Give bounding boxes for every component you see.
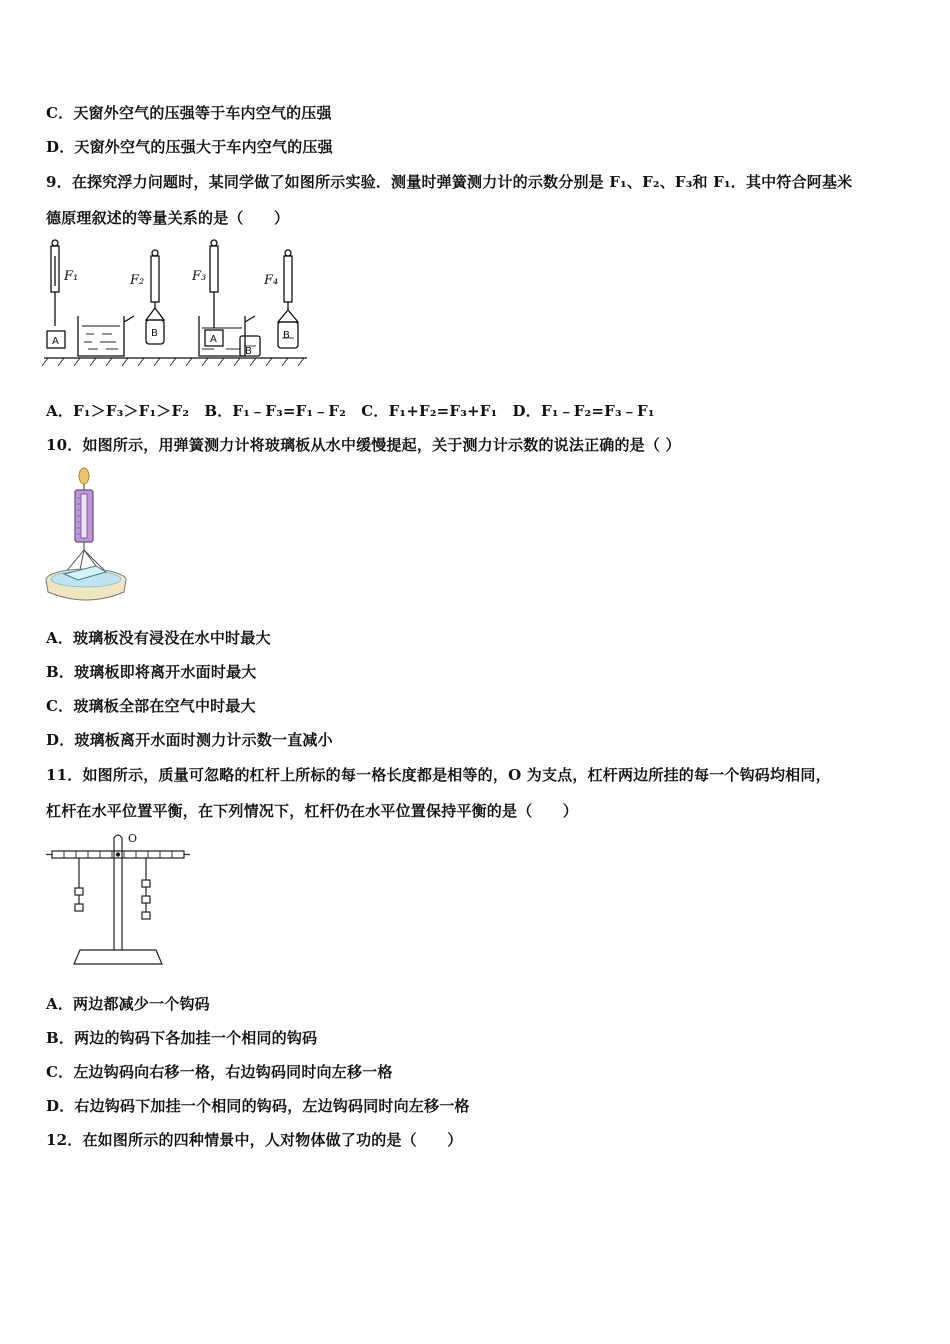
q11-stem-line1: 11．如图所示，质量可忽略的杠杆上所标的每一格长度都是相等的，O 为支点，杠杆两边所挂的每一个钩码均相同， <box>46 766 831 784</box>
q10-option-a: A．玻璃板没有浸没在水中时最大 <box>46 629 271 647</box>
q9-buoyancy-figure <box>42 236 312 368</box>
q9-label-a-1: A <box>52 336 59 347</box>
q11-option-a: A．两边都减少一个钩码 <box>46 995 210 1013</box>
q11-option-c: C．左边钩码向右移一格，右边钩码同时向左移一格 <box>46 1063 393 1081</box>
q8-option-c: C．天窗外空气的压强等于车内空气的压强 <box>46 104 332 122</box>
q9-label-b-2: B <box>245 346 252 357</box>
q11-option-b: B．两边的钩码下各加挂一个相同的钩码 <box>46 1029 318 1047</box>
q8-option-d: D．天窗外空气的压强大于车内空气的压强 <box>46 138 333 156</box>
q9-label-f3: F₃ <box>192 269 207 284</box>
q9-options: A．F₁＞F₃＞F₁＞F₂ B．F₁﹣F₃=F₁﹣F₂ C．F₁+F₂=F₃+F₁ D．F₁﹣F₂=F₃﹣F₁ <box>46 402 655 420</box>
q11-option-d: D．右边钩码下加挂一个相同的钩码，左边钩码同时向左移一格 <box>46 1097 470 1115</box>
q10-option-c: C．玻璃板全部在空气中时最大 <box>46 697 256 715</box>
q10-stem: 10．如图所示，用弹簧测力计将玻璃板从水中缓慢提起，关于测力计示数的说法正确的是（ ） <box>46 436 681 454</box>
q9-stem-line2: 德原理叙述的等量关系的是（ ） <box>46 209 290 227</box>
q10-option-b: B．玻璃板即将离开水面时最大 <box>46 663 257 681</box>
q9-label-a-2: A <box>210 334 217 345</box>
q12-stem: 12．在如图所示的四种情景中，人对物体做了功的是（ ） <box>46 1131 463 1149</box>
q9-label-f4: F₄ <box>264 273 279 288</box>
q9-label-b-3: B <box>283 330 290 341</box>
q11-label-o: O <box>128 832 138 845</box>
q10-option-d: D．玻璃板离开水面时测力计示数一直减小 <box>46 731 333 749</box>
q11-stem-line2: 杠杆在水平位置平衡，在下列情况下，杠杆仍在水平位置保持平衡的是（ ） <box>46 802 579 820</box>
q9-label-f2: F₂ <box>130 273 145 288</box>
q9-stem-line1: 9．在探究浮力问题时，某同学做了如图所示实验．测量时弹簧测力计的示数分别是 F₁、F₂、F₃和 F₁．其中符合阿基米 <box>46 173 853 191</box>
q9-label-b-1: B <box>151 328 158 339</box>
q10-spring-scale-figure <box>44 466 134 604</box>
q11-lever-figure <box>44 830 194 970</box>
q9-label-f1: F₁ <box>64 269 79 284</box>
